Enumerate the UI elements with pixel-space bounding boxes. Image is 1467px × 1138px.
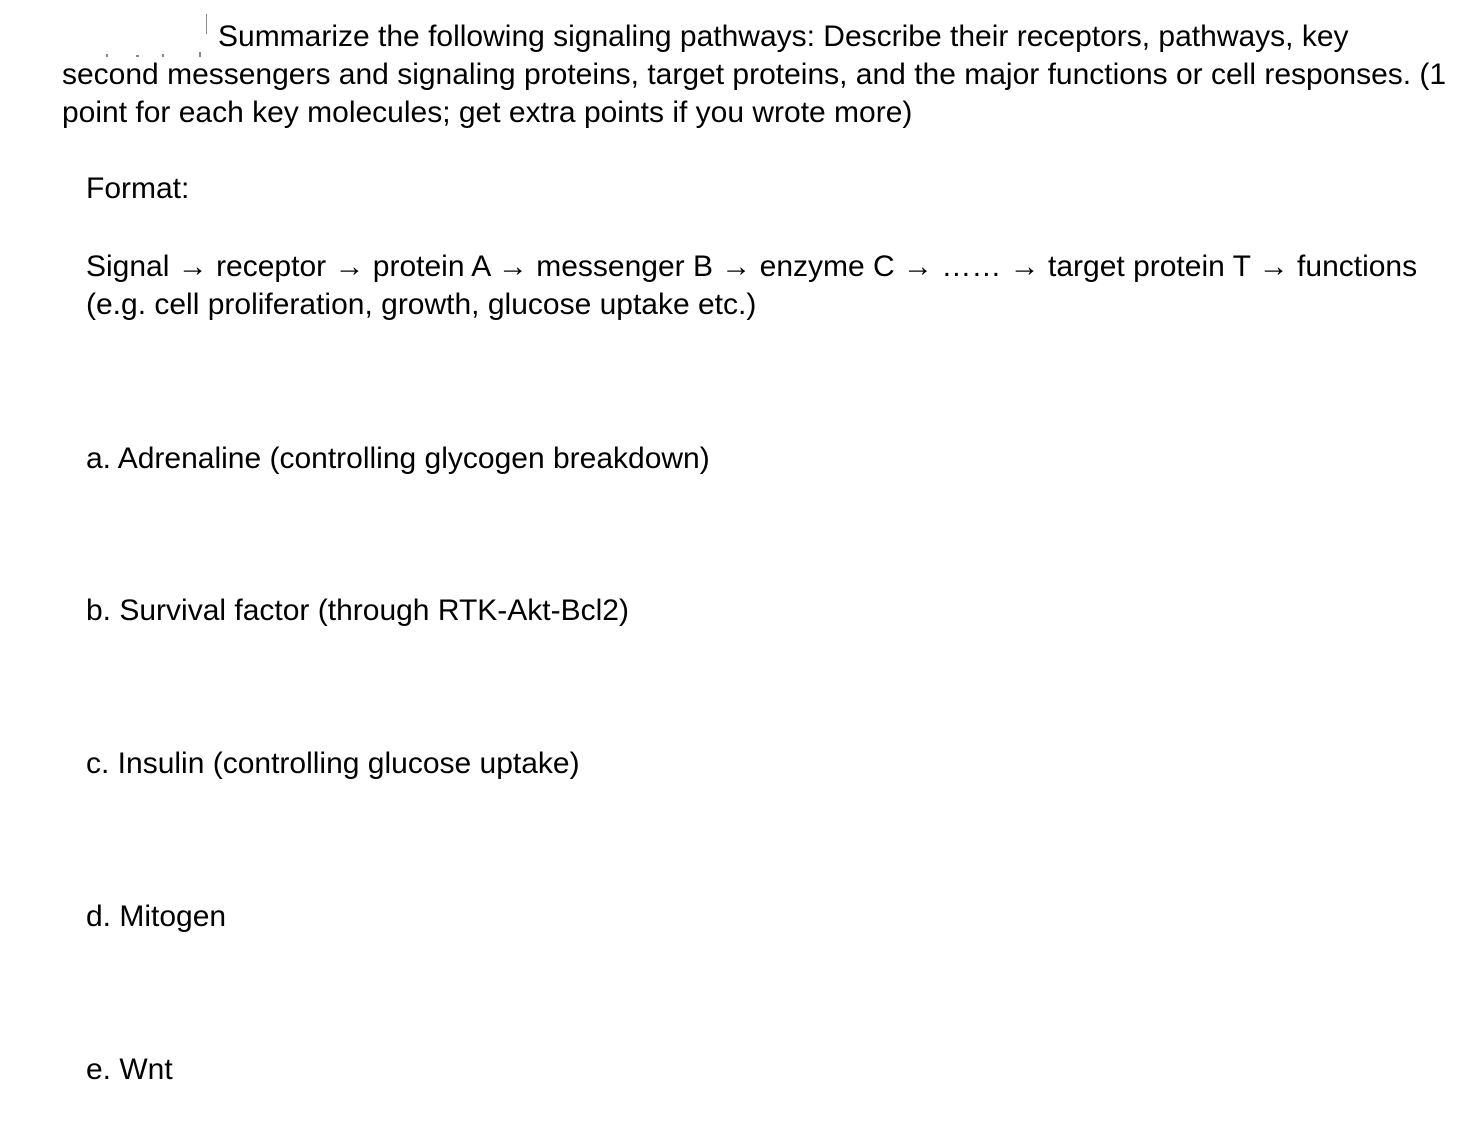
cropped-fragment: [62, 26, 218, 46]
question-prompt: [62, 18, 1452, 132]
question-c: c. Insulin (controlling glucose uptake): [86, 747, 580, 780]
format-label: Format:: [86, 172, 190, 205]
prompt-line-1: Summarize the following signaling pathways: Describe their receptors, pathways,: [218, 20, 1294, 53]
question-a: a. Adrenaline (controlling glycogen breakdown): [86, 442, 710, 475]
question-b: b. Survival factor (through RTK-Akt-Bcl2): [86, 594, 629, 627]
question-d: d. Mitogen: [86, 900, 227, 933]
format-flow: Signal → receptor → protein A → messenger B → enzyme C → …… → target protein T → functions (e.g. cell proliferation, growth, glucose uptake etc.): [86, 250, 1418, 321]
question-e: e. Wnt: [86, 1053, 173, 1086]
prompt-rest: key second messengers and signaling proteins, target proteins, and the major functions or cell responses. (1 point for each key molecules; get extra points if you wrote more): [62, 20, 1447, 129]
